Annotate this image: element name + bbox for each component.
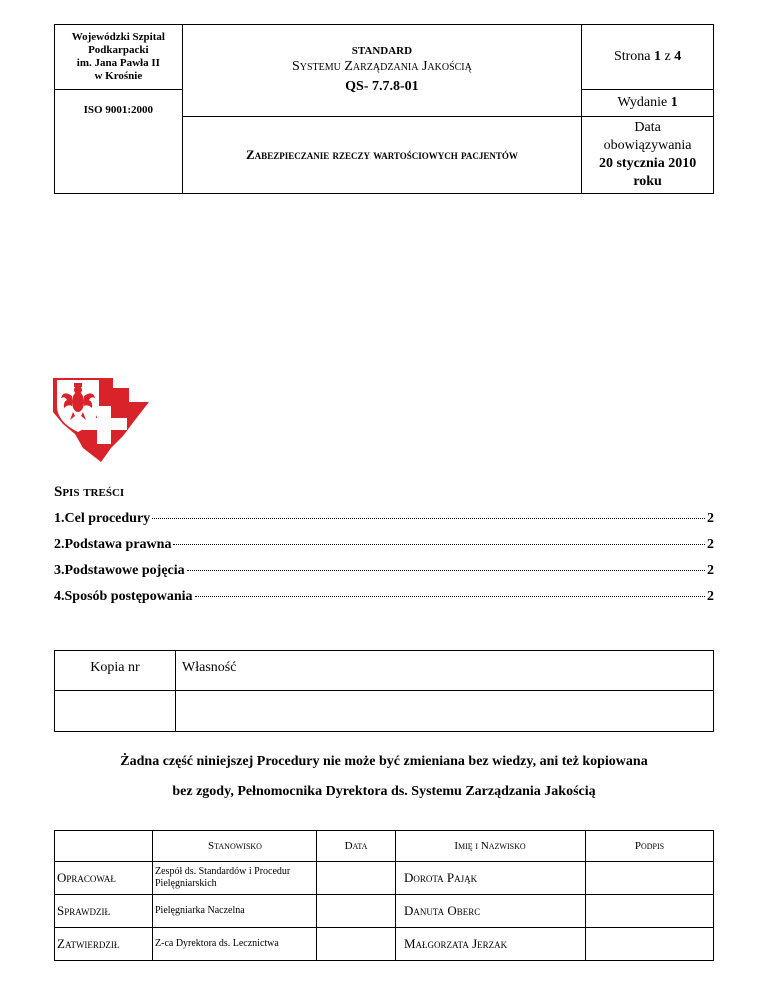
position-header: Stanowisko [153,831,317,862]
institution-name [55,25,183,90]
signature-cell [586,895,714,928]
date-cell [317,862,396,895]
owner-header: Własność [176,651,714,691]
effective-date [582,117,714,194]
toc-item-label: 2.Podstawa prawna [54,537,172,552]
toc-item-page: 2 [707,589,714,604]
signature-cell [586,862,714,895]
page-prefix: Strona [613,49,651,64]
signature-cell [586,928,714,961]
role-header [55,831,153,862]
page-number: 1 [654,49,662,64]
copy-number-cell [55,691,176,732]
table-row [55,862,714,895]
toc-item-page: 2 [707,563,714,578]
date-label-2: obowiązywania [603,138,692,153]
role-cell: Zatwierdził [55,928,153,961]
role-cell: Opracował [55,862,153,895]
name-cell: Danuta Oberc [396,895,586,928]
toc-item-label: 4.Sposób postępowania [54,589,193,604]
toc-leader [173,544,705,545]
copy-table [54,650,714,732]
copy-number-header: Kopia nr [55,651,176,691]
document-header [54,24,714,194]
approval-table [54,830,714,961]
table-row [55,895,714,928]
toc-item-page: 2 [707,511,714,526]
toc-item-page: 2 [707,537,714,552]
notice-line-1: Żadna część niniejszej Procedury nie może być zmieniana bez wiedzy, ani też kopiowana [120,754,648,769]
toc-leader [187,570,705,571]
toc-item[interactable] [54,589,714,615]
institution-line-4: w Krośnie [94,70,143,82]
toc-leader [152,518,705,519]
table-of-contents [54,511,714,615]
toc-heading: Spis treści [54,484,125,500]
toc-item-label: 1.Cel procedury [54,511,151,526]
owner-cell [176,691,714,732]
hospital-logo [53,376,149,462]
date-cell [317,895,396,928]
date-value-1: 20 stycznia 2010 [598,156,697,171]
page-mid: z [664,49,671,64]
edition-label: Wydanie [617,95,668,110]
document-title: Zabezpieczanie rzeczy wartościowych pacjentów [182,117,582,194]
page-total: 4 [674,49,682,64]
role-cell: Sprawdził [55,895,153,928]
institution-line-2: Podkarpacki [88,44,149,56]
toc-item[interactable] [54,537,714,563]
signature-header: Podpis [586,831,714,862]
date-header: Data [317,831,396,862]
date-cell [317,928,396,961]
institution-line-3: im. Jana Pawła II [76,57,160,69]
name-cell: Dorota Pająk [396,862,586,895]
name-header: Imię i Nazwisko [396,831,586,862]
name-cell: Małgorzata Jerzak [396,928,586,961]
toc-item-label: 3.Podstawowe pojęcia [54,563,185,578]
table-row [55,928,714,961]
standard-label: STANDARD [351,44,413,57]
system-name: Systemu Zarządzania Jakością [291,58,472,74]
date-label-1: Data [634,120,661,135]
edition-number: 1 [670,95,678,110]
date-value-2: roku [633,174,662,189]
position-cell: Pielęgniarka Naczelna [153,895,317,928]
notice-line-2: bez zgody, Pełnomocnika Dyrektora ds. Systemu Zarządzania Jakością [172,784,596,799]
document-code: QS- 7.7.8-01 [345,78,419,94]
page-indicator [582,25,714,90]
toc-leader [195,596,706,597]
edition-indicator [582,90,714,117]
iso-standard: ISO 9001:2000 [55,90,183,194]
institution-line-1: Wojewódzki Szpital [71,31,165,43]
position-cell: Zespół ds. Standardów i Procedur Pielęgniarskich [153,862,317,895]
position-cell: Z-ca Dyrektora ds. Lecznictwa [153,928,317,961]
copyright-notice [54,747,714,807]
toc-item[interactable] [54,511,714,537]
toc-item[interactable] [54,563,714,589]
standard-block [182,25,582,117]
